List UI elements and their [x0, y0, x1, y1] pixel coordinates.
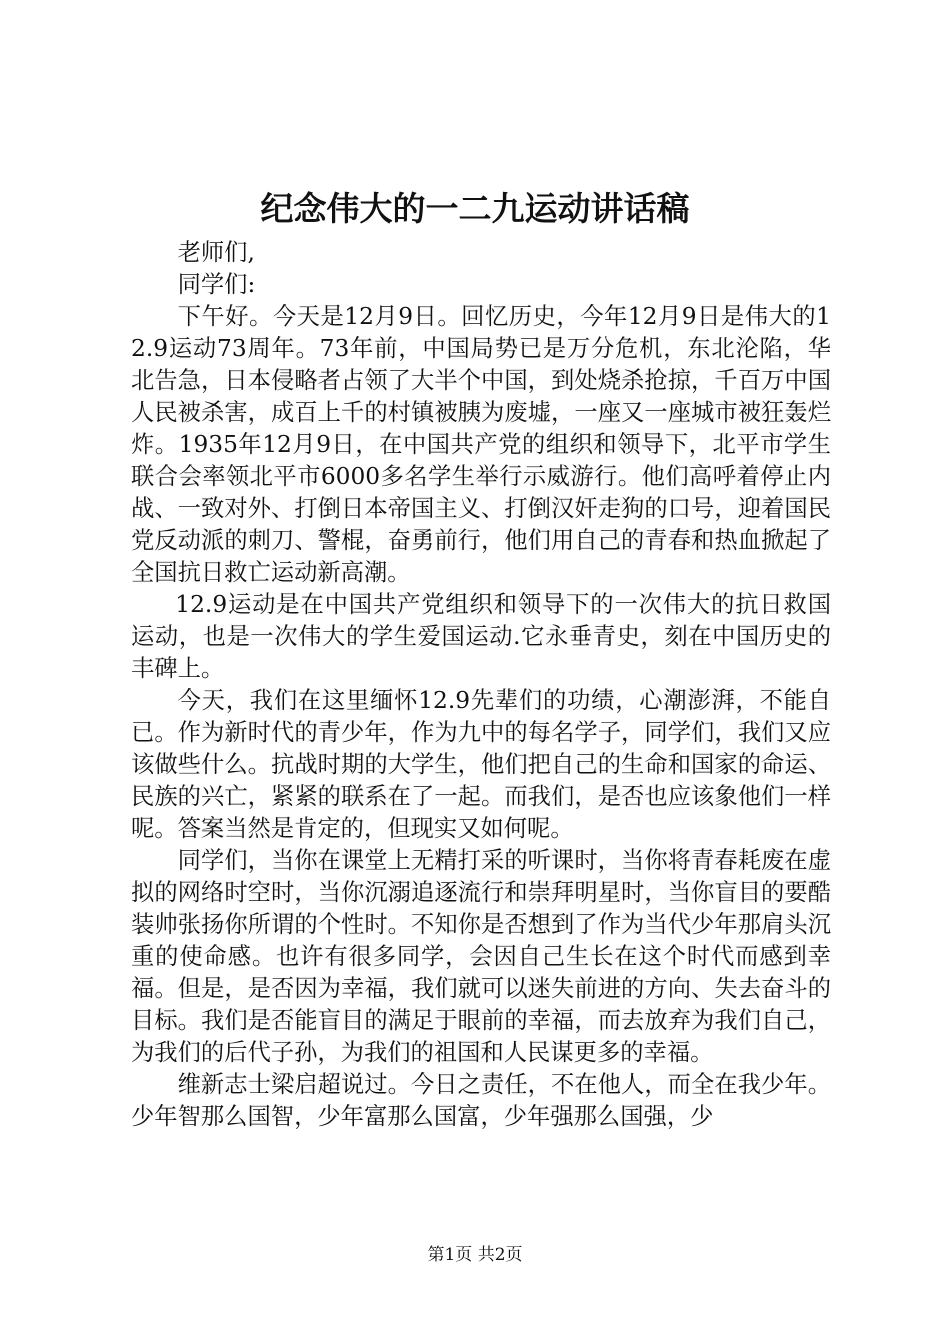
document-body: [131, 237, 831, 1133]
document-title: 纪念伟大的一二九运动讲话稿: [260, 189, 690, 228]
paragraph-students-today: 同学们，当你在课堂上无精打采的听课时，当你将青春耗废在虚拟的网络时空时，当你沉溺追逐流行和崇拜明星时，当你盲目的要酷装帅张扬你所谓的个性时。不知你是否想到了作为当代少年那肩头沉重的使命感。也许有很多同学，会因自己生长在这个时代而感到幸福。但是，是否因为幸福，我们就可以迷失前进的方向、失去奋斗的目标。我们是否能盲目的满足于眼前的幸福，而去放弃为我们自己，为我们的后代子孙，为我们的祖国和人民谋更多的幸福。: [131, 847, 831, 1066]
paragraph-greeting-history: 下午好。今天是12月9日。回忆历史，今年12月9日是伟大的12.9运动73周年。73年前，中国局势已是万分危机，东北沦陷，华北告急，日本侵略者占领了大半个中国，到处烧杀抢掠，千百万中国人民被杀害，成百上千的村镇被胰为废墟，一座又一座城市被狂轰烂炸。1935年12月9日，在中国共产党的组织和领导下，北平市学生联合会率领北平市6000多名学生举行示威游行。他们高呼着停止内战、一致对外、打倒日本帝国主义、打倒汉奸走狗的口号，迎着国民党反动派的刺刀、警棍，奋勇前行，他们用自己的青春和热血掀起了全国抗日救亡运动新高潮。: [131, 303, 831, 586]
salutation-teachers: 老师们,: [177, 239, 255, 266]
page-number-footer: 第1页 共2页: [427, 1245, 523, 1265]
paragraph-movement-significance: 12.9运动是在中国共产党组织和领导下的一次伟大的抗日救国运动，也是一次伟大的学生爱国运动.它永垂青史，刻在中国历史的丰碑上。: [131, 591, 831, 682]
paragraph-liang-qichao-quote: 维新志士梁启超说过。今日之责任，不在他人，而全在我少年。少年智那么国智，少年富那么国富，少年强那么国强，少: [131, 1071, 831, 1130]
salutation-students: 同学们:: [177, 271, 256, 298]
paragraph-reflection: 今天，我们在这里缅怀12.9先辈们的功绩，心潮澎湃，不能自已。作为新时代的青少年，作为九中的每名学子，同学们，我们又应该做些什么。抗战时期的大学生，他们把自己的生命和国家的命运、民族的兴亡，紧紧的联系在了一起。而我们，是否也应该象他们一样呢。答案当然是肯定的，但现实又如何呢。: [131, 687, 831, 842]
